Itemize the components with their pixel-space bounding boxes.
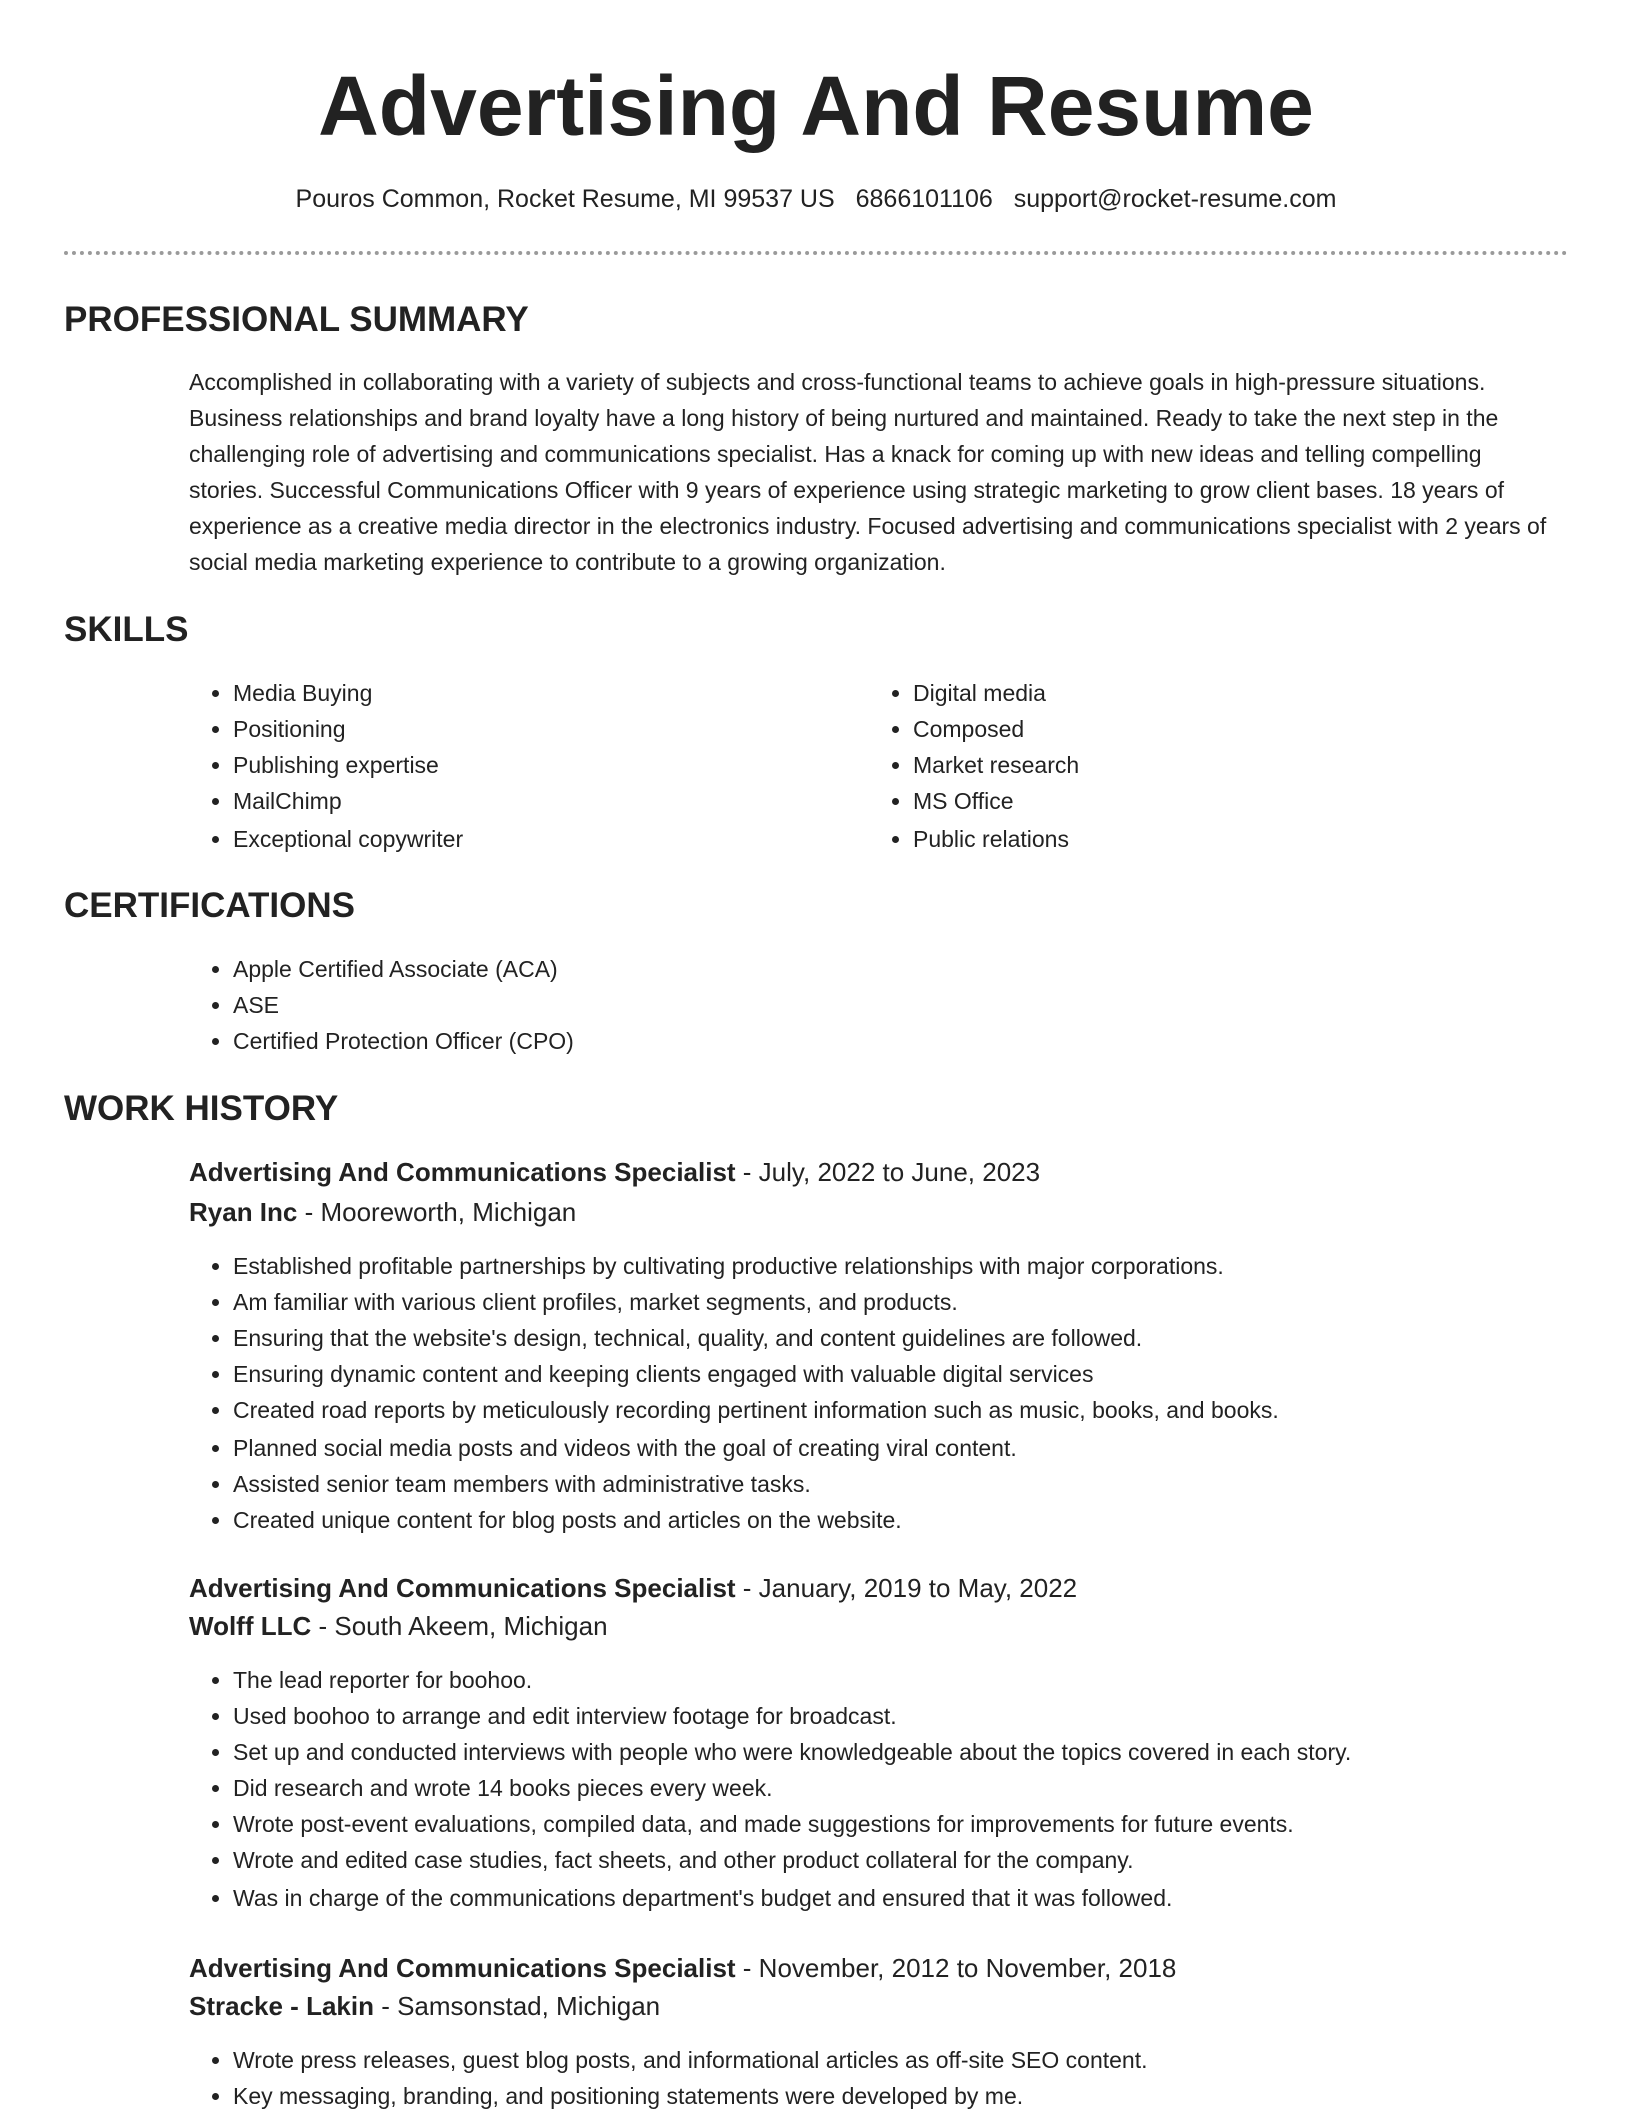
job-location: - Mooreworth, Michigan <box>297 1197 577 1227</box>
job-company-line <box>189 1608 608 1644</box>
job-bullet: • The lead reporter for boohoo. <box>233 1662 1613 1698</box>
job-company: Ryan Inc <box>189 1197 298 1227</box>
job-bullet: • Was in charge of the communications department's budget and ensured that it was followed. <box>233 1880 1613 1916</box>
job-bullet: • Ensuring dynamic content and keeping clients engaged with valuable digital services <box>233 1356 1613 1392</box>
contact-address: Pouros Common, Rocket Resume, MI 99537 US <box>295 185 835 213</box>
job-bullet: • Created unique content for blog posts and articles on the website. <box>233 1502 1613 1538</box>
skill-item: • Public relations <box>913 821 1533 857</box>
section-title-skills: SKILLS <box>64 610 189 649</box>
job-bullets <box>189 2042 1613 2114</box>
skill-item: • Exceptional copywriter <box>233 821 853 857</box>
section-title-work-history: WORK HISTORY <box>64 1089 339 1128</box>
job-bullet: • Created road reports by meticulously recording pertinent information such as music, books, and books. <box>233 1392 1613 1428</box>
summary-text: Accomplished in collaborating with a variety of subjects and cross-functional teams to achieve goals in high-pressure situations. Business relationships and brand loyalty have a long history of being nurtured and maintained. Ready to take the next step in the challenging role of advertising and communications specialist. Has a knack for coming up with new ideas and telling compelling stories. Successful Communications Officer with 9 years of experience using strategic marketing to grow client bases. 18 years of experience as a creative media director in the electronics industry. Focused advertising and communications specialist with 2 years of social media marketing experience to contribute to a growing organization. <box>189 369 1547 575</box>
job-company-line <box>189 1988 660 2024</box>
job-company: Wolff LLC <box>189 1611 312 1641</box>
certification-item: • Certified Protection Officer (CPO) <box>233 1023 1533 1059</box>
job-bullet: • Assisted senior team members with administrative tasks. <box>233 1466 1613 1502</box>
certification-item: • Apple Certified Associate (ACA) <box>233 951 1533 987</box>
skills-list-left <box>189 675 853 857</box>
job-position: Advertising And Communications Specialist <box>189 1953 736 1983</box>
job-bullet: • Planned social media posts and videos with the goal of creating viral content. <box>233 1430 1613 1466</box>
job-bullet: • Wrote and edited case studies, fact sheets, and other product collateral for the company. <box>233 1842 1613 1878</box>
job-title-line <box>189 1154 1040 1190</box>
contact-line <box>0 183 1632 215</box>
job-bullets <box>189 1248 1613 1538</box>
job-dates: - July, 2022 to June, 2023 <box>735 1157 1041 1187</box>
job-bullet: • Am familiar with various client profiles, market segments, and products. <box>233 1284 1613 1320</box>
section-title-certifications: CERTIFICATIONS <box>64 886 356 925</box>
job-company: Stracke - Lakin <box>189 1991 374 2021</box>
job-position: Advertising And Communications Specialist <box>189 1573 736 1603</box>
skill-item: • Market research <box>913 747 1533 783</box>
job-bullet: • Established profitable partnerships by cultivating productive relationships with major corporations. <box>233 1248 1613 1284</box>
job-dates: - January, 2019 to May, 2022 <box>735 1573 1078 1603</box>
job-bullet: • Wrote press releases, guest blog posts, and informational articles as off-site SEO content. <box>233 2042 1613 2078</box>
certification-item: • ASE <box>233 987 1533 1023</box>
job-bullet: • Set up and conducted interviews with people who were knowledgeable about the topics covered in each story. <box>233 1734 1613 1770</box>
header-divider <box>64 251 1568 255</box>
skill-item: • Media Buying <box>233 675 853 711</box>
skill-item: • MS Office <box>913 783 1533 819</box>
contact-phone: 6866101106 <box>855 185 993 213</box>
skill-item: • Publishing expertise <box>233 747 853 783</box>
job-bullet: • Key messaging, branding, and positioning statements were developed by me. <box>233 2078 1613 2114</box>
skill-item: • Positioning <box>233 711 853 747</box>
job-title-line <box>189 1570 1077 1606</box>
job-location: - Samsonstad, Michigan <box>373 1991 661 2021</box>
job-bullets <box>189 1662 1613 1916</box>
job-bullet: • Used boohoo to arrange and edit interview footage for broadcast. <box>233 1698 1613 1734</box>
job-location: - South Akeem, Michigan <box>311 1611 608 1641</box>
job-dates: - November, 2012 to November, 2018 <box>735 1953 1177 1983</box>
contact-email[interactable]: support@rocket-resume.com <box>1013 185 1337 213</box>
skill-item: • MailChimp <box>233 783 853 819</box>
job-bullet: • Ensuring that the website's design, technical, quality, and content guidelines are followed. <box>233 1320 1613 1356</box>
job-bullet: • Did research and wrote 14 books pieces every week. <box>233 1770 1613 1806</box>
resume-name: Advertising And Resume <box>318 59 1314 153</box>
job-company-line <box>189 1194 576 1230</box>
skill-item: • Digital media <box>913 675 1533 711</box>
skills-list-right <box>869 675 1533 857</box>
skill-item: • Composed <box>913 711 1533 747</box>
job-position: Advertising And Communications Specialist <box>189 1157 736 1187</box>
certifications-list <box>189 951 1533 1059</box>
job-bullet: • Wrote post-event evaluations, compiled data, and made suggestions for improvements for future events. <box>233 1806 1613 1842</box>
job-title-line <box>189 1950 1176 1986</box>
section-title-summary: PROFESSIONAL SUMMARY <box>64 300 529 339</box>
